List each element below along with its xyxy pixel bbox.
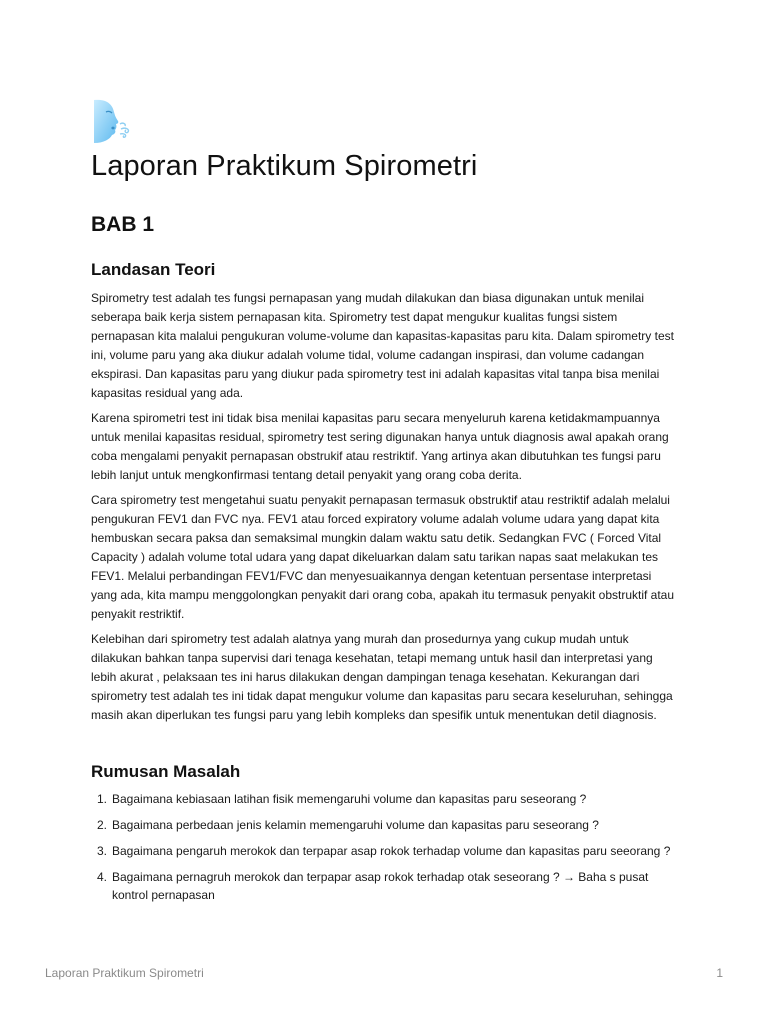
paragraph: Cara spirometry test mengetahui suatu penyakit pernapasan termasuk obstruktif atau restriktif adalah melalui pengukuran FEV1 dan FVC nya. FEV1 atau forced expiratory volume adalah volume udara yang dapat kita hembuskan secara paksa dan semaksimal mungkin dalam waktu satu detik. Sedangkan FVC ( Forced Vital Capacity ) adalah volume total udara yang dapat dikeluarkan dalam satu tarikan napas saat melakukan tes FEV1. Melalui perbandingan FEV1/FVC dan menyesuaikannya dengan ketentuan persentase interpretasi yang ada, kita mampu menggolongkan penyakit dari orang coba, apakah itu termasuk penyakit obstruktif atau penyakit restriktif.: [91, 493, 675, 621]
paragraph: Spirometry test adalah tes fungsi pernapasan yang mudah dilakukan dan biasa digunakan untuk menilai seberapa baik kerja sistem pernapasan kita. Spirometry test dapat mengukur kualitas fungsi sistem pernapasan kita malalui pengukuran volume-volume dan kapasitas-kapasitas paru kita. Dalam spirometry test ini, volume paru yang aka diukur adalah volume tidal, volume cadangan inspirasi, dan volume cadangan ekspirasi. Dan kapasitas paru yang diukur pada spirometry test ini adalah kapasitas vital tanpa bisa menilai kapasitas residual yang ada.: [91, 291, 674, 400]
list-item-number: 1.: [97, 792, 108, 806]
document-title: Laporan Praktikum Spirometri: [91, 150, 478, 182]
section-heading-landasan-teori: Landasan Teori: [91, 260, 216, 279]
face-exhaling-icon: [90, 98, 136, 144]
list-item-number: 3.: [97, 844, 108, 858]
list-item: [91, 842, 677, 860]
list-item: [91, 868, 677, 904]
list-item: [91, 790, 677, 808]
list-item: [91, 816, 677, 834]
section-heading-rumusan-masalah: Rumusan Masalah: [91, 762, 241, 781]
footer-title: Laporan Praktikum Spirometri: [45, 966, 204, 980]
problem-list: [91, 790, 677, 912]
paragraph: Kelebihan dari spirometry test adalah alatnya yang murah dan prosedurnya yang cukup mudah untuk dilakukan bahkan tanpa supervisi dari tenaga kesehatan, tetapi memang untuk hasil dan interpretasi yang lebih akurat , pelaksaan tes ini harus dilakukan dengan dampingan tenaga kesehatan. Kekurangan dari spirometry test adalah tes ini tidak dapat mengukur volume dan kapasitas paru secara keseluruhan, sehingga masih akan diperlukan tes fungsi paru yang lebih kompleks dan spesifik untuk menentukan detil diagnosis.: [91, 632, 673, 722]
list-item-text: Bagaimana kebiasaan latihan fisik memengaruhi volume dan kapasitas paru seseorang ?: [112, 792, 587, 806]
theory-body: [91, 289, 677, 731]
list-item-number: 2.: [97, 818, 108, 832]
page-number: 1: [716, 966, 723, 980]
paragraph: Karena spirometri test ini tidak bisa menilai kapasitas paru secara menyeluruh karena ketidakmampuannya untuk menilai kapasitas residual, spirometry test sering digunakan hanya untuk diagnosis awal apakah orang coba mengalami penyakit pernapasan obstrukif atau restriktif. Yang artinya akan dibutuhkan tes fungsi paru lebih lanjut untuk mengkonfirmasi tentang detail penyakit yang orang coba derita.: [91, 411, 669, 482]
list-item-text: Bagaimana pernagruh merokok dan terpapar asap rokok terhadap otak seseorang ? → Baha s pusat kontrol pernapasan: [112, 870, 649, 902]
list-item-text: Bagaimana pengaruh merokok dan terpapar asap rokok terhadap volume dan kapasitas paru seeorang ?: [112, 844, 671, 858]
list-item-number: 4.: [97, 870, 108, 884]
chapter-heading: BAB 1: [91, 213, 155, 236]
list-item-text: Bagaimana perbedaan jenis kelamin memengaruhi volume dan kapasitas paru seseorang ?: [112, 818, 599, 832]
